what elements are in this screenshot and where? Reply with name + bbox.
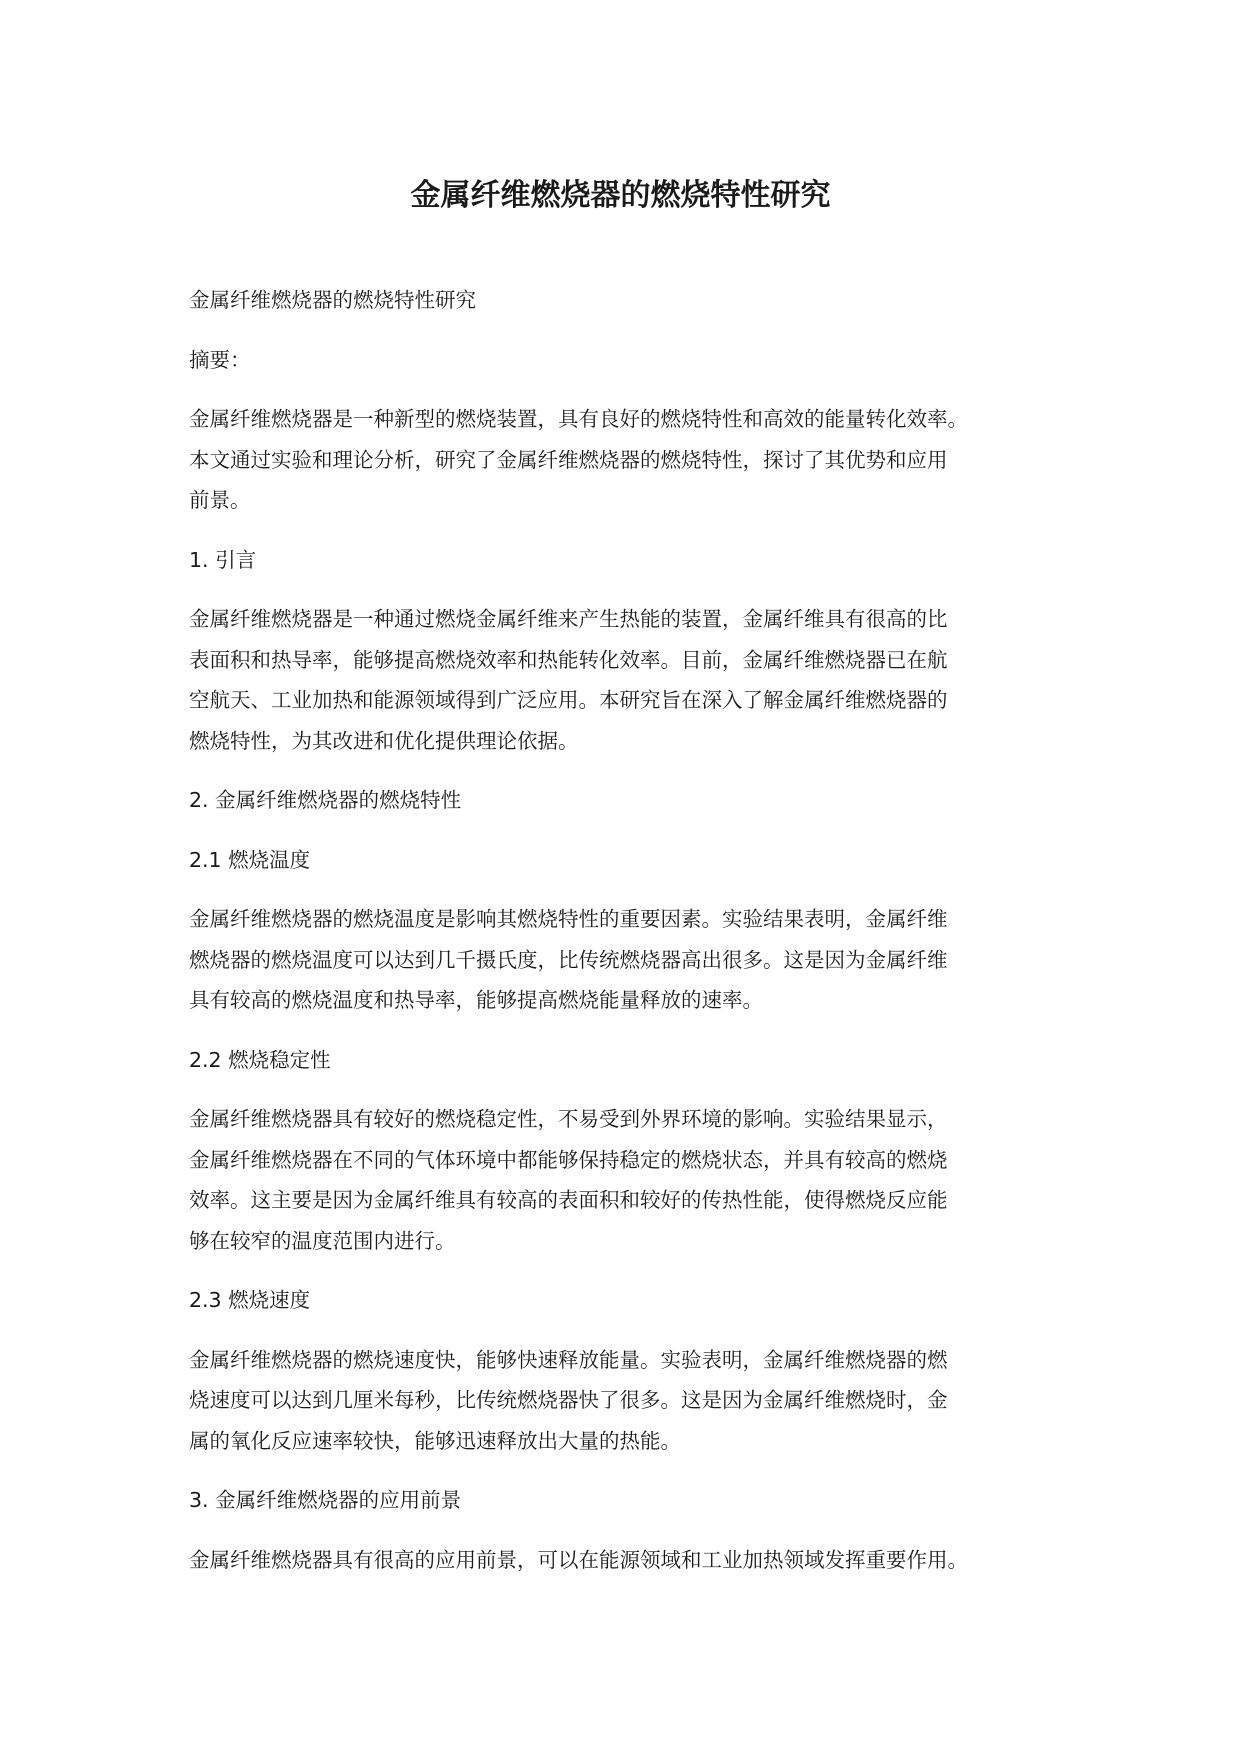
paragraph-line: 空航天、工业加热和能源领域得到广泛应用。本研究旨在深入了解金属纤维燃烧器的 (189, 688, 948, 712)
paragraph-line: 金属纤维燃烧器是一种通过燃烧金属纤维来产生热能的装置，金属纤维具有很高的比 (189, 607, 948, 631)
paragraph-line: 燃烧特性，为其改进和优化提供理论依据。 (189, 728, 579, 753)
paragraph-line: 具有较高的燃烧温度和热导率，能够提高燃烧能量释放的速率。 (189, 988, 763, 1012)
paragraph-line: 金属纤维燃烧器具有很高的应用前景，可以在能源领域和工业加热领域发挥重要作用。 (189, 1547, 968, 1572)
paragraph-line: 够在较窄的温度范围内进行。 (189, 1228, 456, 1253)
subsection-heading-speed: 2.3 燃烧速度 (189, 1288, 311, 1312)
temperature-paragraph (189, 899, 1089, 1021)
introduction-paragraph (189, 599, 1089, 761)
document-title: 金属纤维燃烧器的燃烧特性研究 (410, 178, 831, 213)
paragraph-line: 效率。这主要是因为金属纤维具有较高的表面积和较好的传热性能，使得燃烧反应能 (189, 1188, 948, 1212)
paragraph-line: 前景。 (189, 488, 251, 512)
section-heading-combustion-characteristics: 2. 金属纤维燃烧器的燃烧特性 (189, 788, 462, 812)
abstract-label: 摘要： (189, 347, 251, 372)
document-subtitle: 金属纤维燃烧器的燃烧特性研究 (189, 288, 476, 312)
paragraph-line: 金属纤维燃烧器具有较好的燃烧稳定性，不易受到外界环境的影响。实验结果显示， (189, 1107, 948, 1131)
speed-paragraph (189, 1340, 1089, 1462)
paragraph-line: 烧速度可以达到几厘米每秒，比传统燃烧器快了很多。这是因为金属纤维燃烧时，金 (189, 1388, 948, 1412)
document-body (189, 280, 1089, 1580)
abstract-paragraph (189, 399, 1089, 521)
paragraph-line: 金属纤维燃烧器的燃烧速度快，能够快速释放能量。实验表明，金属纤维燃烧器的燃 (189, 1347, 948, 1372)
section-heading-introduction: 1. 引言 (189, 547, 257, 572)
section-heading-application: 3. 金属纤维燃烧器的应用前景 (189, 1488, 462, 1512)
paragraph-line: 燃烧器的燃烧温度可以达到几千摄氏度，比传统燃烧器高出很多。这是因为金属纤维 (189, 947, 948, 972)
paragraph-line: 表面积和热导率，能够提高燃烧效率和热能转化效率。目前，金属纤维燃烧器已在航 (189, 647, 948, 672)
paragraph-line: 本文通过实验和理论分析，研究了金属纤维燃烧器的燃烧特性，探讨了其优势和应用 (189, 447, 948, 472)
stability-paragraph (189, 1099, 1089, 1261)
application-paragraph (189, 1540, 1089, 1581)
subsection-heading-stability: 2.2 燃烧稳定性 (189, 1047, 331, 1072)
paragraph-line: 金属纤维燃烧器的燃烧温度是影响其燃烧特性的重要因素。实验结果表明，金属纤维 (189, 907, 948, 931)
paragraph-line: 属的氧化反应速率较快，能够迅速释放出大量的热能。 (189, 1428, 681, 1453)
subsection-heading-temperature: 2.1 燃烧温度 (189, 847, 311, 872)
paragraph-line: 金属纤维燃烧器是一种新型的燃烧装置，具有良好的燃烧特性和高效的能量转化效率。 (189, 407, 968, 431)
paragraph-line: 金属纤维燃烧器在不同的气体环境中都能够保持稳定的燃烧状态，并具有较高的燃烧 (189, 1147, 948, 1172)
